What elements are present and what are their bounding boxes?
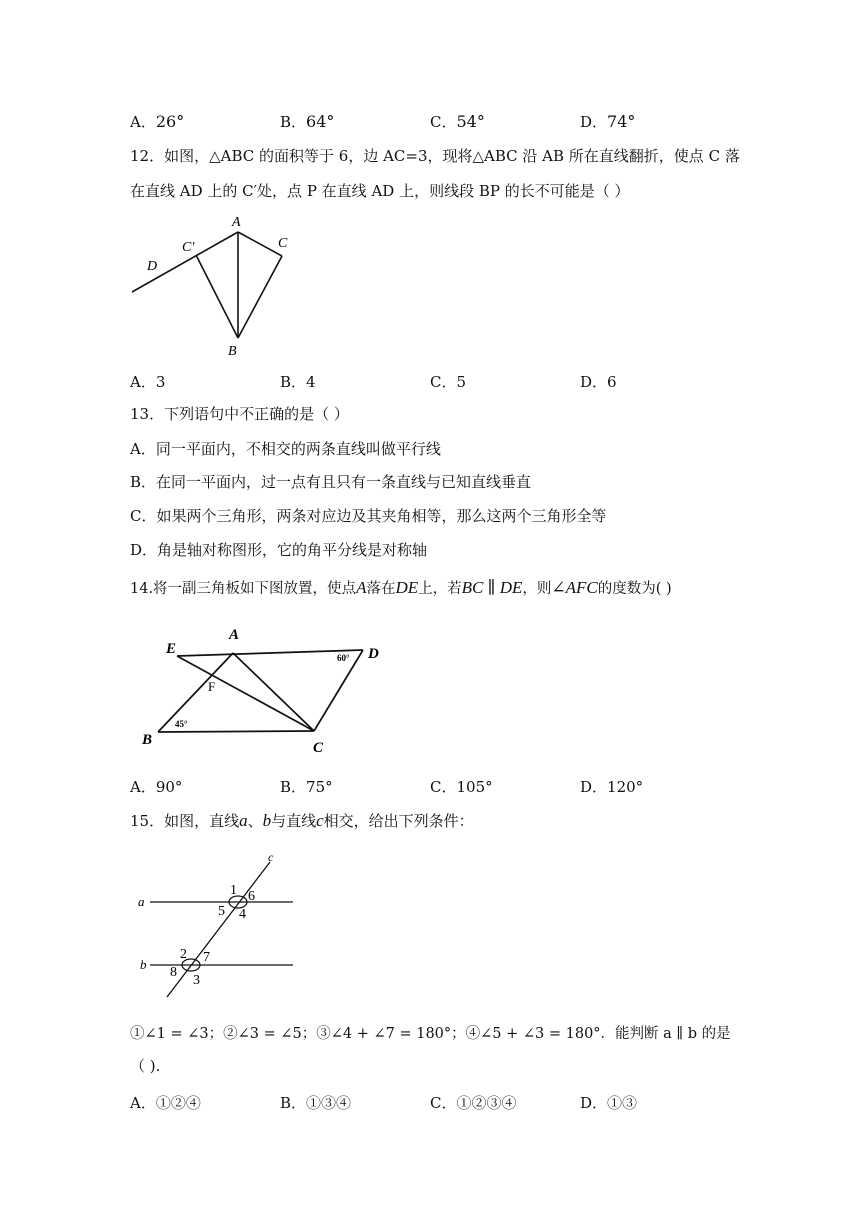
angle-number-8: 8 xyxy=(170,965,177,980)
label-e: E xyxy=(166,641,177,657)
q12-option-d xyxy=(580,372,617,392)
point-a: A xyxy=(356,578,367,597)
q15-option-a xyxy=(130,1093,201,1113)
label-b: b xyxy=(140,957,147,972)
segment-de: DE xyxy=(395,578,419,597)
angle-number-5: 5 xyxy=(218,904,225,919)
option-value: 105° xyxy=(456,778,493,796)
q12-stem-line1: 12．如图，△ABC 的面积等于 6，边 AC=3，现将△ABC 沿 AB 所在直线翻折，使点 C 落 xyxy=(130,147,740,165)
seg-ec xyxy=(177,656,314,731)
q12-stem-line2: 在直线 AD 上的 C′处，点 P 在直线 AD 上，则线段 BP 的长不可能是（ ） xyxy=(130,182,630,200)
q12-option-c xyxy=(430,372,466,392)
q15-figure xyxy=(130,850,310,1000)
q15-answer-paren: （ ). xyxy=(130,1057,161,1075)
q15-option-b xyxy=(280,1093,351,1113)
q11-option-a xyxy=(130,112,184,132)
q12-option-b xyxy=(280,372,316,392)
angle-number-7: 7 xyxy=(203,950,210,965)
q14-option-a xyxy=(130,777,182,797)
option-value: ①③④ xyxy=(306,1094,352,1112)
label-a: a xyxy=(138,894,145,909)
angle-number-3: 3 xyxy=(193,973,200,988)
line-c xyxy=(167,862,270,997)
q11-option-c xyxy=(430,112,485,132)
stem-text: 落在 xyxy=(366,581,396,597)
seg-cb xyxy=(238,256,282,338)
q13-choice-b: B．在同一平面内，过一点有且只有一条直线与已知直线垂直 xyxy=(130,473,532,491)
label-b: B xyxy=(228,344,237,359)
option-value: 90° xyxy=(155,778,183,796)
stem-text: 、 xyxy=(247,812,263,830)
q13-stem: 13．下列语句中不正确的是（ ） xyxy=(130,405,349,423)
seg-bc xyxy=(158,731,314,732)
seg-ac xyxy=(233,653,314,731)
label-d: D xyxy=(147,259,158,274)
stem-text: 14.将一副三角板如下图放置，使点 xyxy=(130,581,357,597)
q15-option-c xyxy=(430,1093,517,1113)
stem-text: 上，若 xyxy=(418,581,462,597)
option-value: 120° xyxy=(607,778,644,796)
seg-ed xyxy=(177,650,363,656)
option-value: 75° xyxy=(306,778,333,796)
option-value: ①②④ xyxy=(155,1094,201,1112)
option-letter: D． xyxy=(580,373,608,391)
option-value: ①③ xyxy=(607,1094,638,1112)
q14-option-c xyxy=(430,777,493,797)
option-letter: C． xyxy=(430,1094,457,1112)
option-letter: C． xyxy=(430,778,457,796)
option-value: 5 xyxy=(456,373,467,391)
option-value: 54° xyxy=(456,112,485,131)
q14-option-d xyxy=(580,777,643,797)
q12-figure xyxy=(120,210,320,365)
option-letter: D． xyxy=(580,1094,608,1112)
option-letter: D． xyxy=(580,113,608,131)
seg-c-prime-b xyxy=(196,255,238,338)
label-c: C xyxy=(278,236,288,251)
q11-option-b xyxy=(280,112,334,132)
q14-figure xyxy=(130,620,400,760)
angle-number-1: 1 xyxy=(230,883,237,898)
option-letter: B． xyxy=(280,373,307,391)
option-value: 64° xyxy=(306,112,335,131)
line-b-symbol: b xyxy=(262,811,272,830)
line-c-symbol: c xyxy=(316,811,324,830)
label-a: A xyxy=(229,627,240,643)
q13-choice-d: D．角是轴对称图形，它的角平分线是对称轴 xyxy=(130,541,428,559)
option-letter: A． xyxy=(130,113,156,131)
label-c: c xyxy=(268,850,274,864)
option-letter: B． xyxy=(280,778,307,796)
q13-choice-c: C．如果两个三角形，两条对应边及其夹角相等，那么这两个三角形全等 xyxy=(130,507,607,525)
q14-option-b xyxy=(280,777,333,797)
option-value: 26° xyxy=(155,112,185,131)
option-value: 74° xyxy=(607,112,636,131)
label-b: B xyxy=(142,732,153,748)
angle-label-b: 45° xyxy=(175,719,188,729)
option-value: 3 xyxy=(155,373,166,391)
option-letter: A． xyxy=(130,1094,156,1112)
option-letter: C． xyxy=(430,113,457,131)
label-d: D xyxy=(368,646,379,662)
seg-ac xyxy=(238,232,282,256)
angle-number-6: 6 xyxy=(248,889,255,904)
option-letter: C． xyxy=(430,373,457,391)
stem-text: 相交，给出下列条件： xyxy=(323,812,474,830)
stem-text: ，则 xyxy=(522,581,552,597)
q11-option-d xyxy=(580,112,635,132)
label-a: A xyxy=(232,215,241,230)
q14-stem xyxy=(130,578,672,599)
q12-option-a xyxy=(130,372,165,392)
option-letter: D． xyxy=(580,778,608,796)
q15-option-d xyxy=(580,1093,637,1113)
parallel-condition: BC ∥ DE xyxy=(461,578,523,597)
angle-number-4: 4 xyxy=(239,907,246,922)
angle-number-2: 2 xyxy=(180,947,187,962)
q15-stem xyxy=(130,811,474,831)
stem-text: 与直线 xyxy=(271,812,317,830)
angle-afc: ∠AFC xyxy=(551,578,598,597)
angle-label-d: 60° xyxy=(337,653,350,663)
option-value: ①②③④ xyxy=(456,1094,517,1112)
option-value: 6 xyxy=(607,373,617,391)
option-value: 4 xyxy=(306,373,316,391)
option-letter: B． xyxy=(280,113,307,131)
option-letter: A． xyxy=(130,373,156,391)
q15-conditions: ①∠1 = ∠3；②∠3 = ∠5；③∠4 + ∠7 = 180°；④∠5 + ∠3 = 180°．能判断 a ∥ b 的是 xyxy=(130,1026,731,1042)
label-f: F xyxy=(208,679,216,694)
label-c-prime: C′ xyxy=(182,240,195,255)
line-a-symbol: a xyxy=(239,811,248,830)
label-c: C xyxy=(313,740,324,756)
option-letter: B． xyxy=(280,1094,307,1112)
seg-ba xyxy=(158,653,233,732)
option-letter: A． xyxy=(130,778,156,796)
q13-choice-a: A．同一平面内，不相交的两条直线叫做平行线 xyxy=(130,440,441,458)
stem-text: 的度数为( ) xyxy=(597,581,672,597)
stem-text: 15．如图，直线 xyxy=(130,812,240,830)
